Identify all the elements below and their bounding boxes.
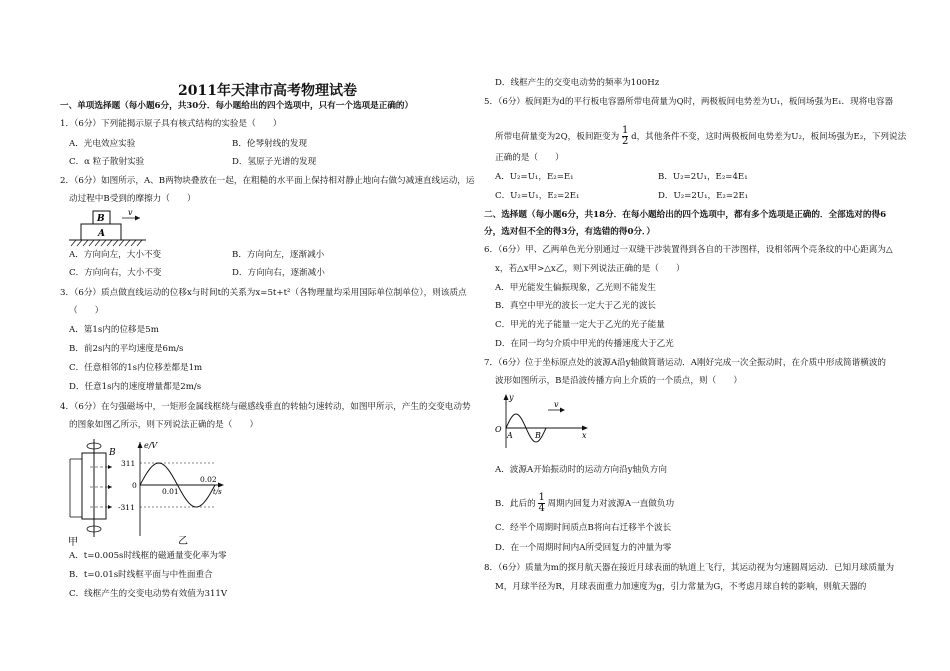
q2-label-a: A [98,229,105,239]
q5-line2-start: 所带电荷量变为2Q，板间距变为 [495,132,620,142]
q5-line2-end: d，其他条件不变，这时两极板间电势差为U₂，板间场强为E₂，下列说法 [631,132,907,142]
q1-stem: 1．（6分）下列能揭示原子具有核式结构的实验是（ ） [60,119,282,129]
q7-option-c: C．经半个周期时间质点B将向右迁移半个波长 [495,523,672,533]
q4-label-yi: 乙 [178,536,188,547]
q2-option-c: C．方向向右，大小不变 [69,268,162,278]
q7-option-a: A．波源A开始振动时的运动方向沿y轴负方向 [495,465,667,475]
q1-option-a: A．光电效应实验 [69,139,136,149]
section-2-header-line2: 分，选对但不全的得3分，有选错的得0分．） [484,227,655,237]
q6-option-b: B．真空中甲光的波长一定大于乙光的波长 [495,301,657,311]
q3-option-c: C．任意相邻的1s内位移差都是1m [69,363,203,373]
q4-option-c: C．线框产生的交变电动势有效值为311V [69,589,228,599]
q7-fraction-num: 1 [538,492,545,503]
q5-fraction-den: 2 [621,136,629,147]
section-2-header-line1: 二、选择题（每小题6分，共18分．在每小题给出的四个选项中，都有多个选项是正确的．全部选对的得6 [484,210,887,220]
q5-option-a: A．U₂=U₁，E₂=E₁ [495,172,574,182]
q7-option-b [495,493,674,514]
q4-tick-002: 0.02 [200,475,217,484]
q5-line3: 正确的是（ ） [495,153,564,163]
q5-fraction [622,126,628,147]
q1-option-c: C．α 粒子散射实验 [69,157,145,167]
q3-option-b: B．前2s内的平均速度是6m/s [69,344,184,354]
q1-option-b: B．伦琴射线的发现 [232,139,308,149]
q1-option-d: D．氢原子光谱的发现 [232,157,317,167]
q4-tick-311: 311 [121,459,136,468]
q6-option-c: C．甲光的光子能量一定大于乙光的光子能量 [495,320,665,330]
q8-line2: M，月球半径为R，月球表面重力加速度为g，引力常量为G，不考虑月球自转的影响，则航天器的 [495,582,867,592]
q2-label-v: v [128,208,133,217]
q4-label-b: B [109,448,116,458]
q4-xunit: t/s [213,488,222,496]
q5-option-b: B．U₂=2U₁，E₂=4E₁ [658,172,748,182]
q4-option-b: B．t=0.01s时线框平面与中性面重合 [69,570,213,580]
q7-option-d: D．在一个周期时间内A所受回复力的冲量为零 [495,543,672,553]
q6-option-a: A．甲光能发生偏振现象，乙光则不能发生 [495,283,656,293]
q2-option-d: D．方向向右，逐渐减小 [232,268,325,278]
q4-option-d: D．线框产生的交变电动势的频率为100Hz [495,78,660,88]
q7-label-x: x [582,431,587,440]
q4-emf-graph [118,440,230,550]
q7-wave-figure [492,392,592,452]
q7-fraction [538,493,544,514]
q2-stem-line2: 动过程中B受到的摩擦力（ ） [69,194,196,204]
q3-stem-line2: （ ） [69,306,104,316]
q7-label-b: B [535,431,541,440]
q7-label-y: y [509,393,514,402]
q5-line1: 5．（6分）板间距为d的平行板电容器所带电荷量为Q时，两极板间电势差为U₁，板间场强为E₁．现将电容器 [484,97,894,107]
section-1-header: 一、单项选择题（每小题6分，共30分．每小题给出的四个选项中，只有一个选项是正确的） [60,101,414,111]
q2-option-a: A．方向向左，大小不变 [69,250,162,260]
q4-tick-001: 0.01 [162,487,179,496]
page-title: 2011年天津市高考物理试卷 [178,83,357,99]
q4-ylabel: e/V [144,441,158,450]
q5-option-c: C．U₂=U₁，E₂=2E₁ [495,191,580,201]
q5-fraction-num: 1 [621,125,629,136]
q8-line1: 8．（6分）质量为m的探月航天器在接近月球表面的轨道上飞行，其运动视为匀速圆周运动．已知月球质量为 [484,563,895,573]
q2-block-figure [66,206,148,248]
q7-label-a: A [507,431,513,440]
q4-stem-line2: 的图象如图乙所示，则下列说法正确的是（ ） [69,420,259,430]
q7-label-v: v [554,400,559,409]
q7-label-o: O [495,425,502,434]
q3-stem-line1: 3．（6分）质点做直线运动的位移x与时间t的关系为x=5t+t²（各物理量均采用国际单位制单位），则该质点 [60,288,467,298]
q6-line2: x，若△x甲>△x乙，则下列说法正确的是（ ） [495,264,685,274]
q4-tick-0: 0 [132,481,137,490]
q7-option-b-start: B．此后的 [495,499,536,509]
q4-stem-line1: 4．（6分）在匀强磁场中，一矩形金属线框绕与磁感线垂直的转轴匀速转动，如图甲所示，产生的交变电动势 [60,402,471,412]
q3-option-d: D．任意1s内的速度增量都是2m/s [69,382,202,392]
q4-tick-neg311: -311 [118,503,135,512]
q4-label-jia: 甲 [68,537,78,548]
q6-option-d: D．在同一均匀介质中甲光的传播速度大于乙光 [495,339,674,349]
q7-option-b-end: 周期内回复力对波源A一直做负功 [547,499,675,509]
q2-label-b: B [97,214,105,224]
q5-line2 [495,126,906,147]
q6-line1: 6．（6分）甲、乙两单色光分别通过一双缝干涉装置得到各自的干涉图样，设相邻两个亮条纹的中心距离为△ [484,245,893,255]
q7-line1: 7．（6分）位于坐标原点处的波源A沿y轴做简谐运动．A刚好完成一次全振动时，在介质中形成简谐横波的 [484,358,887,368]
q7-line2: 波形如图所示，B是沿波传播方向上介质的一个质点，则（ ） [495,376,742,386]
q7-fraction-den: 4 [538,503,545,514]
q5-option-d: D．U₂=2U₁，E₂=2E₁ [658,191,749,201]
q2-option-b: B．方向向左，逐渐减小 [232,250,325,260]
q3-option-a: A．第1s内的位移是5m [69,325,159,335]
q2-stem-line1: 2．（6分）如图所示，A、B两物块叠放在一起，在粗糙的水平面上保持相对静止地向右做匀减速直线运动，运 [60,176,475,186]
q4-option-a: A．t=0.005s时线框的磁通量变化率为零 [69,551,227,561]
